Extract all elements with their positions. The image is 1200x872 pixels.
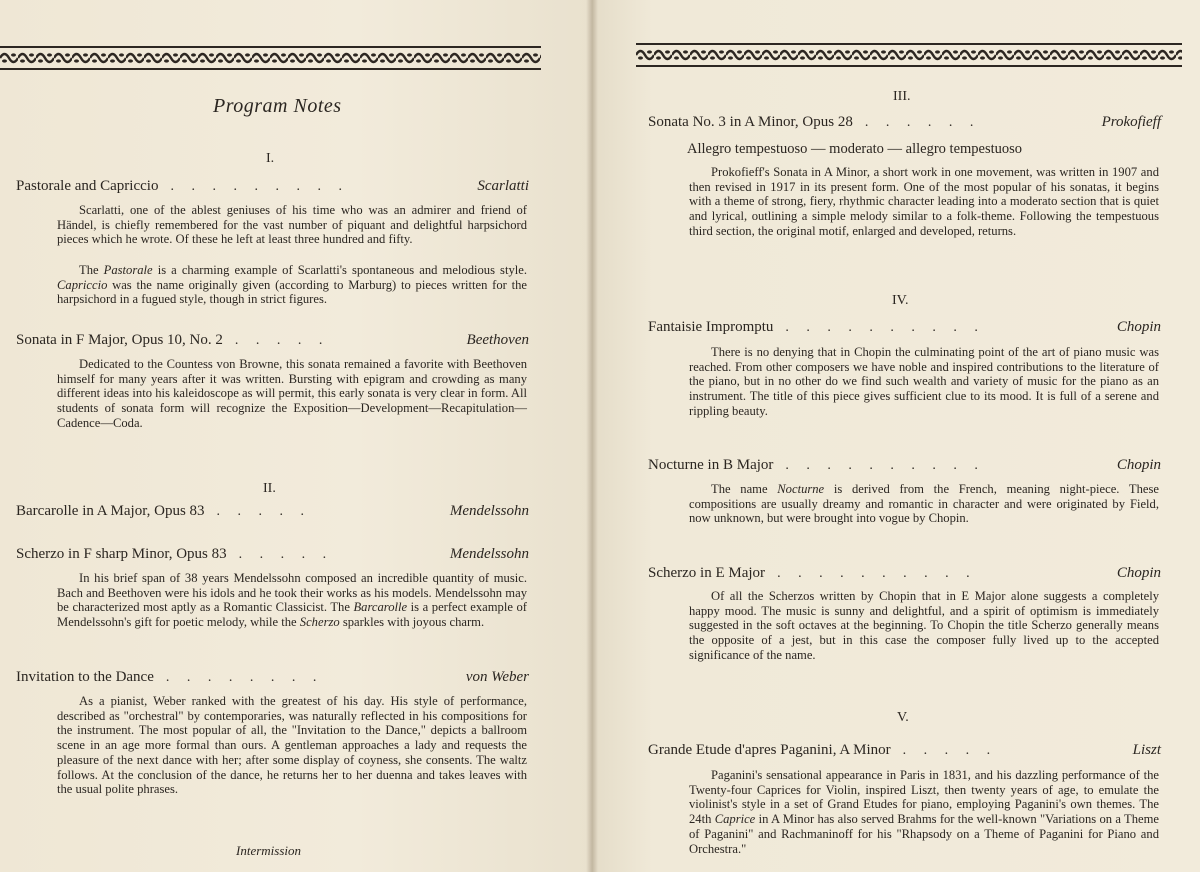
composer-name: Mendelssohn <box>449 503 529 519</box>
piece-title: Fantaisie Impromptu <box>648 319 774 335</box>
composer-name: Mendelssohn <box>449 546 529 562</box>
note-paragraph: Paganini's sensational appearance in Paris in 1831, and his dazzling performance of the Twenty-four Caprices for Violin, inspired Liszt, then twenty years of age, to emulate the violinist's style in a set of Grand Etudes for piano, employing Paganini's own themes. The 24th Caprice in A Minor has also served Brahms for the well-known "Variations on a Theme of Paganini" and Rachmaninoff for his "Rhapsody on a Theme of Paganini for Piano and Orchestra." <box>689 768 1159 856</box>
piece-grande-etude <box>648 743 1161 758</box>
movement-list: Allegro tempestuoso — moderato — allegro tempestuoso <box>687 141 1023 157</box>
piece-sonata-a-minor <box>648 115 1161 130</box>
leader-dots: . . . . . . <box>864 116 981 130</box>
piece-sonata-f-major <box>16 333 529 348</box>
note-paragraph: As a pianist, Weber ranked with the greatest of his day. His style of performance, described as "orchestral" by contemporaries, was naturally reflected in his compositions for the instrument. The most popular of all, the "Invitation to the Dance," depicts a ballroom scene in an age more formal than ours. A gentleman approaches a lady and requests the pleasure of the next dance with her; after some display of coyness, she consents. The waltz follows. At the conclusion of the dance, he returns her to her duenna and takes leaves with the usual polite phrases. <box>57 694 527 797</box>
note-paragraph: The name Nocturne is derived from the French, meaning night-piece. These compositions are usually dreamy and romantic in character and were originated by Field, now unknown, but were brought into vogue by Chopin. <box>689 482 1159 526</box>
note-paragraph: Prokofieff's Sonata in A Minor, a short work in one movement, was written in 1907 and then revised in 1917 in its present form. One of the most popular of his sonatas, it begins with a theme of strong, fiery, rhythmic character leading into a moderato section that is quiet and lyrical, outlining a simple melody similar to a folk-theme. Following the tempestuous third section, the original motif, enlarged and developed, returns. <box>689 165 1159 238</box>
piece-title: Barcarolle in A Major, Opus 83 <box>16 503 205 519</box>
leaf-ornament-icon <box>0 48 541 68</box>
note-paragraph: In his brief span of 38 years Mendelssohn composed an incredible quantity of music. Bach and Beethoven were his idols and he took their works as his models. Mendelssohn may be characterized most aptly as a Romantic Classicist. The Barcarolle is a perfect example of Mendelssohn's gift for poetic melody, while the Scherzo sparkles with joyous charm. <box>57 571 527 630</box>
section-heading-I: I. <box>266 151 275 166</box>
note-paragraph: There is no denying that in Chopin the culminating point of the art of piano music was reached. From other composers we have noble and inspired contributions to the literature of the piano, but in no other do we find such wealth and variety of music for the piano as an instrument. The title of this piece gives sufficient clue to its mood. It is full of a serene and rippling beauty. <box>689 345 1159 418</box>
piece-title: Pastorale and Capriccio <box>16 178 159 194</box>
decorative-border-top <box>0 46 541 70</box>
piece-title: Nocturne in B Major <box>648 457 774 473</box>
note-paragraph: Of all the Scherzos written by Chopin that in E Major alone suggests a completely happy mood. The music is sunny and delightful, and a spirit of optimism is immediately suggested in the soft octaves at the beginning. To Chopin the title Scherzo generally means the opposite of a jest, but in this case the composer fully lived up to the accepted significance of the name. <box>689 589 1159 662</box>
piece-scherzo-f-sharp <box>16 547 529 562</box>
composer-name: Scarlatti <box>477 178 529 194</box>
piece-invitation <box>16 670 529 685</box>
leader-dots: . . . . . <box>216 505 312 519</box>
leader-dots: . . . . . . . . . . <box>785 321 985 335</box>
note-paragraph: Dedicated to the Countess von Browne, this sonata remained a favorite with Beethoven himself for many years after it was written. Bursting with epigram and crowding as many different ideas into his kaleidoscope as will permit, this early sonata is very clear in form. All students of sonata form will recognize the Exposition—Development—Recapitulation—Cadence—Coda. <box>57 357 527 430</box>
leader-dots: . . . . . . . . . <box>170 180 349 194</box>
note-paragraph: Scarlatti, one of the ablest geniuses of his time who was an admirer and friend of Händel, is chiefly remembered for the vast number of piquant and delightful harpsichord pieces which he wrote. Of these he left at least three hundred and fifty. <box>57 203 527 247</box>
piece-nocturne <box>648 458 1161 473</box>
leader-dots: . . . . . . . . . . <box>777 567 977 581</box>
leaf-ornament-icon <box>636 45 1182 65</box>
piece-title: Sonata in F Major, Opus 10, No. 2 <box>16 332 223 348</box>
decorative-border-top <box>636 43 1182 67</box>
composer-name: Chopin <box>1116 319 1161 335</box>
intermission-label: Intermission <box>236 843 301 858</box>
show-through-text <box>355 98 363 132</box>
piece-scherzo-e-major <box>648 566 1161 581</box>
composer-name: Chopin <box>1116 565 1161 581</box>
leader-dots: . . . . . . . . . . <box>785 459 985 473</box>
composer-name: Liszt <box>1132 742 1161 758</box>
section-heading-V: V. <box>897 710 909 725</box>
piece-fantaisie-impromptu <box>648 320 1161 335</box>
composer-name: Chopin <box>1116 457 1161 473</box>
leader-dots: . . . . . <box>902 744 998 758</box>
composer-name: Beethoven <box>466 332 529 348</box>
leader-dots: . . . . . <box>234 334 330 348</box>
section-heading-II: II. <box>263 481 276 496</box>
composer-name: von Weber <box>465 669 529 685</box>
section-heading-IV: IV. <box>892 293 909 308</box>
piece-pastorale <box>16 179 529 194</box>
piece-title: Grande Etude d'apres Paganini, A Minor <box>648 742 891 758</box>
section-heading-III: III. <box>893 89 911 104</box>
piece-title: Scherzo in F sharp Minor, Opus 83 <box>16 546 227 562</box>
leader-dots: . . . . . <box>238 548 334 562</box>
composer-name: Prokofieff <box>1101 114 1161 130</box>
center-fold <box>586 0 598 872</box>
leader-dots: . . . . . . . . <box>165 671 324 685</box>
left-page <box>0 0 592 872</box>
piece-title: Sonata No. 3 in A Minor, Opus 28 <box>648 114 853 130</box>
piece-title: Scherzo in E Major <box>648 565 766 581</box>
right-page <box>592 0 1200 872</box>
page-title: Program Notes <box>213 95 342 117</box>
piece-title: Invitation to the Dance <box>16 669 154 685</box>
piece-barcarolle <box>16 504 529 519</box>
note-paragraph: The Pastorale is a charming example of Scarlatti's spontaneous and melodious style. Capriccio was the name originally given (according to Marburg) to pieces written for the harpsichord in a fugued style, though in strict figures. <box>57 263 527 307</box>
